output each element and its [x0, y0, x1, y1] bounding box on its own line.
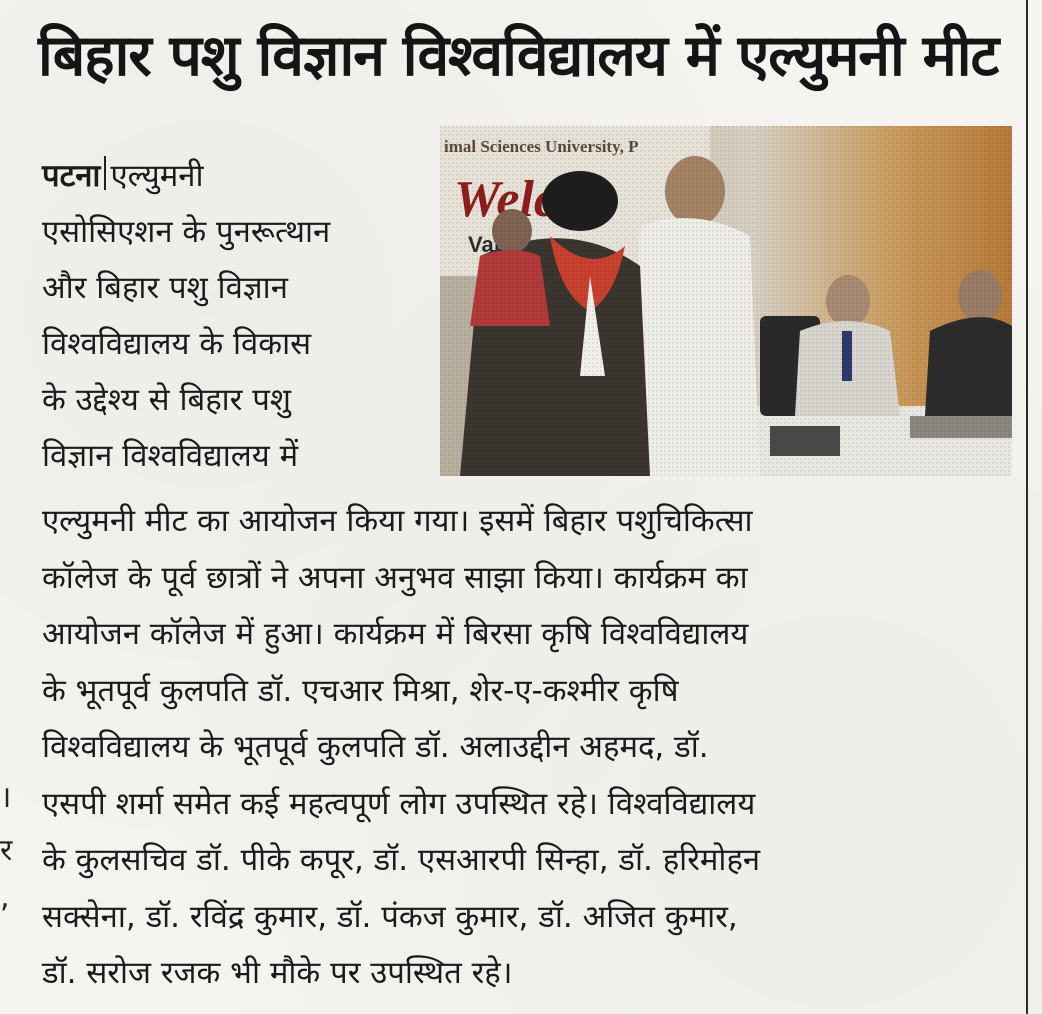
- intro-line: और बिहार पशु विज्ञान: [42, 270, 288, 306]
- event-photo: [440, 126, 1012, 476]
- margin-glyph: ,: [0, 880, 10, 915]
- article-headline: बिहार पशु विज्ञान विश्वविद्यालय में एल्युमनी मीट: [38, 23, 999, 89]
- margin-glyph: ।: [0, 780, 12, 815]
- body-line: एल्युमनी मीट का आयोजन किया गया। इसमें बिहार पशुचिकित्सा: [42, 503, 753, 539]
- body-line: एसपी शर्मा समेत कई महत्वपूर्ण लोग उपस्थित रहे। विश्वविद्यालय: [42, 785, 756, 822]
- body-line: डॉ. सरोज रजक भी मौके पर उपस्थित रहे।: [42, 955, 513, 991]
- intro-first-line: [42, 148, 422, 204]
- intro-first-word: एल्युमनी: [110, 158, 204, 194]
- body-line: के भूतपूर्व कुलपति डॉ. एचआर मिश्रा, शेर-ए-कश्मीर कृषि: [42, 672, 679, 709]
- margin-glyph: र: [0, 833, 13, 868]
- dateline: पटना: [42, 158, 101, 194]
- intro-line: के उद्देश्य से बिहार पशु: [42, 382, 291, 418]
- intro-line: एसोसिएशन के पुनरूत्थान: [42, 214, 331, 250]
- intro-line: विश्वविद्यालय के विकास: [42, 326, 312, 362]
- intro-line: विज्ञान विश्वविद्यालय में: [42, 438, 299, 474]
- article-body: [42, 493, 1014, 1002]
- body-line: के कुलसचिव डॉ. पीके कपूर, डॉ. एसआरपी सिन्हा, डॉ. हरिमोहन: [42, 842, 761, 878]
- column-rule: [1026, 0, 1028, 1014]
- dateline-separator: [104, 156, 106, 190]
- body-line: विश्वविद्यालय के भूतपूर्व कुलपति डॉ. अलाउद्दीन अहमद, डॉ.: [42, 729, 709, 765]
- body-line: सक्सेना, डॉ. रविंद्र कुमार, डॉ. पंकज कुमार, डॉ. अजित कुमार,: [42, 898, 738, 935]
- article-intro: [42, 148, 422, 484]
- body-line: आयोजन कॉलेज में हुआ। कार्यक्रम में बिरसा कृषि विश्वविद्यालय: [42, 616, 749, 652]
- body-line: कॉलेज के पूर्व छात्रों ने अपना अनुभव साझा किया। कार्यक्रम का: [42, 559, 748, 596]
